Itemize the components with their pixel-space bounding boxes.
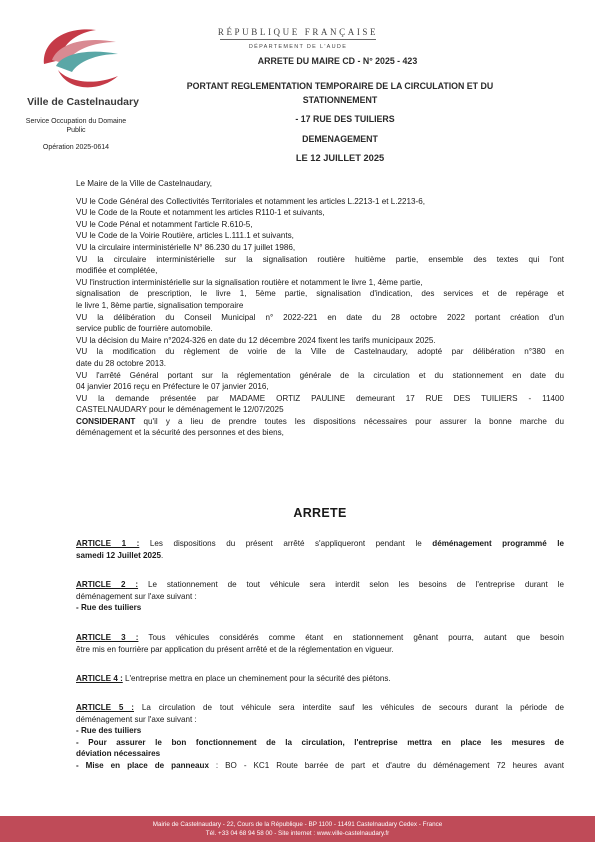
article-item: déviation nécessaires	[76, 749, 161, 759]
article-item: - Rue des tuiliers	[76, 603, 142, 613]
preamble-line: VU la décision du Maire n°2024-326 en date du 12 décembre 2024 fixent les tarifs municipaux 2025.	[76, 335, 436, 345]
article-2	[76, 579, 564, 614]
decree-number: ARRETE DU MAIRE CD - N° 2025 - 423	[257, 56, 418, 66]
preamble-line: VU la modification du règlement de voirie de la Ville de Castelnaudary, adopté par délibération n°380 en	[76, 347, 564, 357]
preamble-line: VU l'arrêté Général portant sur la réglementation générale de la circulation et du stationnement en date du	[76, 370, 564, 380]
decree-date: LE 12 JUILLET 2025	[295, 153, 385, 163]
preamble	[76, 178, 564, 439]
article-label: ARTICLE 1 :	[76, 539, 140, 548]
article-text: être mis en fourrière par application du présent arrêté et de la réglementation en vigueur.	[76, 644, 394, 654]
article-text: La circulation de tout véhicule sera interdite sauf les véhicules de secours durant la période de	[134, 703, 565, 712]
article-item: - Pour assurer le bon fonctionnement de la circulation, l'entreprise mettra en place les mesures de	[76, 737, 564, 747]
preamble-line: VU la demande présentée par MADAME ORTIZ PAULINE demeurant 17 RUE DES TUILIERS - 11400	[76, 393, 564, 403]
preamble-line: modifiée et complétée,	[76, 266, 158, 276]
preamble-line: VU le Code Général des Collectivités Territoriales et notamment les articles L.2213-1 et L.2213-6,	[76, 196, 425, 206]
article-bold: déménagement programmé le	[432, 539, 564, 548]
article-4	[76, 673, 564, 685]
article-text: Les dispositions du présent arrêté s'appliqueront pendant le	[139, 539, 433, 548]
decree-event: DEMENAGEMENT	[302, 134, 378, 144]
article-text: Tous véhicules considérés comme étant en stationnement gênant pourra, autant que besoin	[138, 633, 564, 642]
preamble-line: le livre 1, 8ème partie, signalisation temporaire	[76, 300, 244, 310]
preamble-line: signalisation de prescription, le livre 1, 5ème partie, signalisation d'indication, des services et de repérage et	[76, 289, 564, 299]
article-text: .	[161, 550, 164, 560]
considerant-label: CONSIDERANT	[76, 416, 136, 426]
arrete-title: ARRETE	[293, 506, 347, 520]
article-label: ARTICLE 3 :	[76, 633, 139, 642]
operation-number: Opération 2025-0614	[42, 144, 110, 151]
preamble-line: service public de fourrière automobile.	[76, 324, 213, 334]
preamble-line: VU la délibération du Conseil Municipal n° 2022-221 en date du 28 octobre 2022 portant création d'un	[76, 312, 564, 322]
service-name: Service Occupation du Domaine Public	[25, 118, 127, 134]
town-name: Ville de Castelnaudary	[27, 96, 139, 108]
preamble-line	[76, 416, 564, 428]
article-label: ARTICLE 2 :	[76, 580, 139, 589]
article-text: L'entreprise mettra en place un cheminement pour la sécurité des piétons.	[122, 674, 391, 683]
article-3	[76, 632, 564, 655]
article-item: - Rue des tuiliers	[76, 726, 142, 736]
footer-address: Mairie de Castelnaudary - 22, Cours de la République - BP 1100 - 11491 Castelnaudary Cedex - France	[152, 821, 443, 828]
article-text: déménagement sur l'axe suivant :	[76, 591, 197, 601]
article-bold: samedi 12 Juillet 2025	[76, 550, 162, 560]
header-divider	[220, 39, 376, 40]
preamble-line: VU la circulaire interministérielle sur la signalisation routière huitième partie, ensemble des textes qui l'ont	[76, 254, 564, 264]
footer-contact: Tél. +33 04 68 94 58 00 - Site internet : www.ville-castelnaudary.fr	[205, 830, 390, 837]
article-label: ARTICLE 5 :	[76, 703, 134, 712]
preamble-line: Le Maire de la Ville de Castelnaudary,	[76, 179, 213, 188]
castelnaudary-logo-icon	[38, 20, 122, 96]
preamble-line: 04 janvier 2016 reçu en Préfecture le 07 janvier 2016,	[76, 382, 269, 392]
article-1	[76, 538, 564, 561]
preamble-line: déménagement et la sécurité des personnes et des biens,	[76, 428, 284, 438]
article-text: : BO - KC1 Route barrée de part et d'autre du déménagement 72 heures avant	[208, 760, 564, 770]
article-text: Le stationnement de tout véhicule sera interdit selon les besoins de l'entreprise durant le	[138, 580, 564, 589]
decree-address: - 17 RUE DES TUILIERS	[295, 114, 395, 124]
article-5	[76, 702, 564, 772]
preamble-line: VU le Code de la Voirie Routière, articles L.111.1 et suivants,	[76, 231, 294, 241]
preamble-line: date du 28 octobre 2013.	[76, 358, 167, 368]
considerant-text: qu'il y a lieu de prendre toutes les dispositions nécessaires pour assurer la bonne marche du	[143, 416, 565, 426]
article-label: ARTICLE 4 :	[76, 674, 123, 683]
preamble-line: CASTELNAUDARY pour le déménagement le 12/07/2025	[76, 405, 284, 415]
preamble-line: VU le Code Pénal et notamment l'article R.610-5,	[76, 219, 253, 229]
page-footer	[0, 816, 595, 842]
preamble-line: VU le Code de la Route et notamment les articles R110-1 et suivants,	[76, 208, 325, 218]
preamble-line: VU l'instruction interministérielle sur la signalisation routière et notamment le livre 1, 4ème partie,	[76, 277, 423, 287]
republic-heading: RÉPUBLIQUE FRANÇAISE	[217, 27, 379, 37]
article-text: déménagement sur l'axe suivant :	[76, 714, 197, 724]
decree-subject: PORTANT REGLEMENTATION TEMPORAIRE DE LA CIRCULATION ET DU STATIONNEMENT	[186, 81, 494, 105]
preamble-line: VU la circulaire interministérielle N° 86.230 du 17 juillet 1986,	[76, 242, 296, 252]
department-heading: DÉPARTEMENT DE L'AUDE	[248, 44, 348, 50]
article-item: - Mise en place de panneaux	[76, 760, 209, 770]
